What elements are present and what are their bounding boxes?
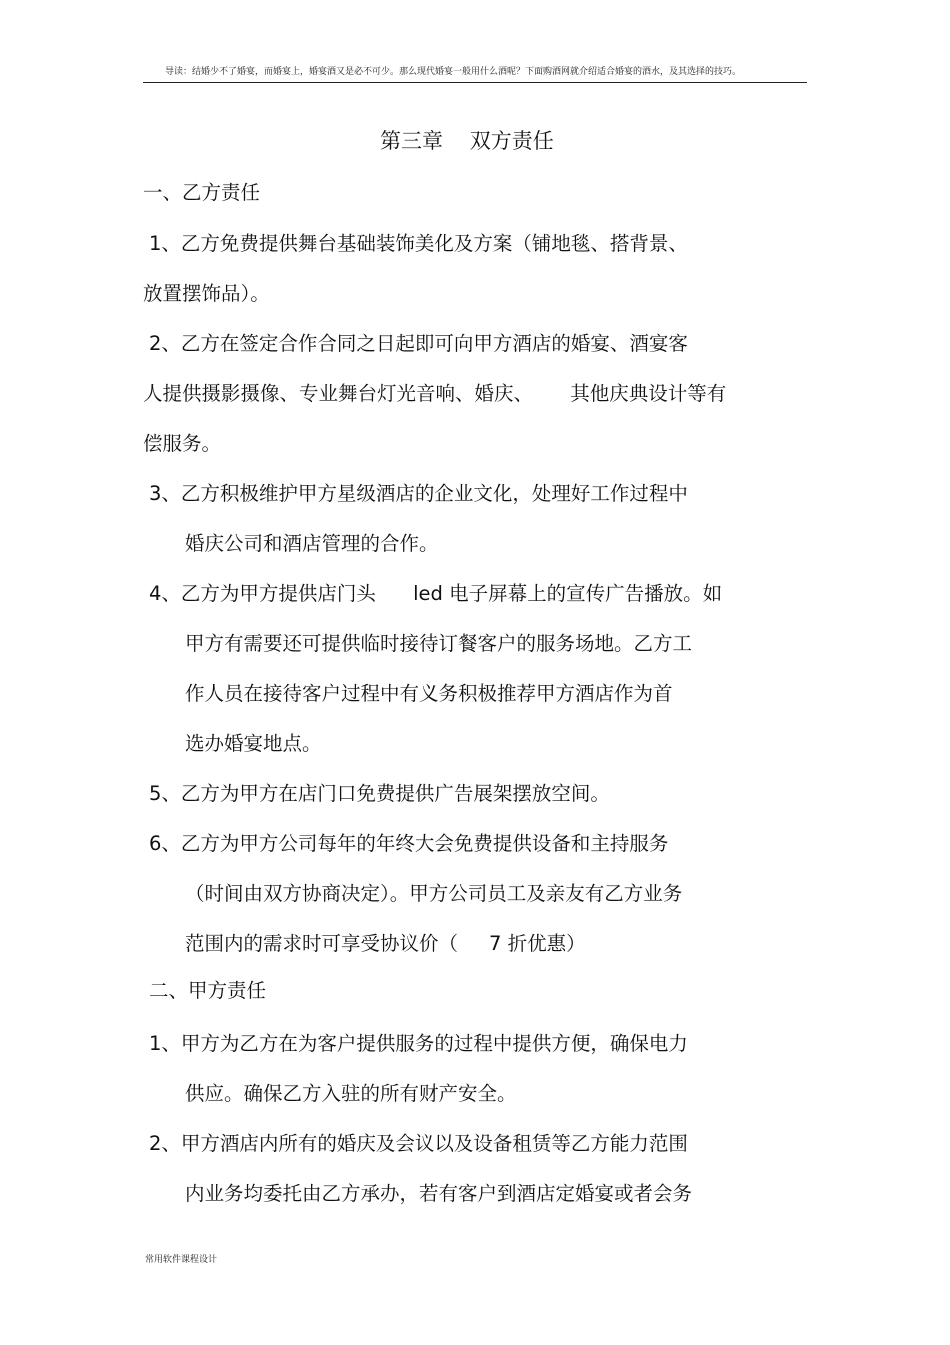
party-b-item-6-line-2: （时间由双方协商决定）。甲方公司员工及亲友有乙方业务: [185, 882, 683, 905]
party-a-item-1-line-1: 1、甲方为乙方在为客户提供服务的过程中提供方便，确保电力: [149, 1032, 688, 1055]
header-rule: [143, 82, 807, 83]
party-b-item-3-line-1: 3、乙方积极维护甲方星级酒店的企业文化，处理好工作过程中: [149, 482, 688, 505]
party-b-item-6-line-1: 6、乙方为甲方公司每年的年终大会免费提供设备和主持服务: [149, 832, 669, 855]
party-b-item-4-line-1: 4、乙方为甲方提供店门头 led 电子屏幕上的宣传广告播放。如: [149, 582, 723, 605]
party-b-item-3-line-2: 婚庆公司和酒店管理的合作。: [185, 532, 439, 555]
footer-note: 常用软件课程设计: [145, 1255, 218, 1265]
party-b-item-2-line-2: 人提供摄影摄像、专业舞台灯光音响、婚庆、 其他庆典设计等有: [143, 382, 727, 405]
header-note: 导读：结婚少不了婚宴，而婚宴上，婚宴酒又是必不可少。那么现代婚宴一般用什么酒呢？下面购酒网就介绍适合婚宴的酒水，及其选择的技巧。: [165, 67, 742, 77]
party-a-item-1-line-2: 供应。确保乙方入驻的所有财产安全。: [185, 1082, 517, 1105]
party-b-item-1-line-2: 放置摆饰品）。: [143, 282, 270, 305]
party-b-item-1-line-1: 1、乙方免费提供舞台基础装饰美化及方案（铺地毯、搭背景、: [149, 232, 688, 255]
section-heading-party-a: 二、甲方责任: [149, 979, 267, 1002]
party-b-item-4-line-2: 甲方有需要还可提供临时接待订餐客户的服务场地。乙方工: [185, 632, 693, 655]
party-b-item-2-line-1: 2、乙方在签定合作合同之日起即可向甲方酒店的婚宴、酒宴客: [149, 332, 688, 355]
section-heading-party-b: 一、乙方责任: [143, 181, 261, 204]
chapter-title: 第三章 双方责任: [380, 129, 554, 153]
party-b-item-6-line-3: 范围内的需求时可享受协议价（ 7 折优惠）: [185, 932, 586, 955]
party-a-item-2-line-1: 2、甲方酒店内所有的婚庆及会议以及设备租赁等乙方能力范围: [149, 1132, 688, 1155]
party-b-item-4-line-4: 选办婚宴地点。: [185, 732, 322, 755]
party-b-item-5-line-1: 5、乙方为甲方在店门口免费提供广告展架摆放空间。: [149, 782, 610, 805]
party-b-item-4-line-3: 作人员在接待客户过程中有义务积极推荐甲方酒店作为首: [185, 682, 673, 705]
party-b-item-2-line-3: 偿服务。: [143, 432, 222, 455]
party-a-item-2-line-2: 内业务均委托由乙方承办，若有客户到酒店定婚宴或者会务: [185, 1182, 693, 1205]
